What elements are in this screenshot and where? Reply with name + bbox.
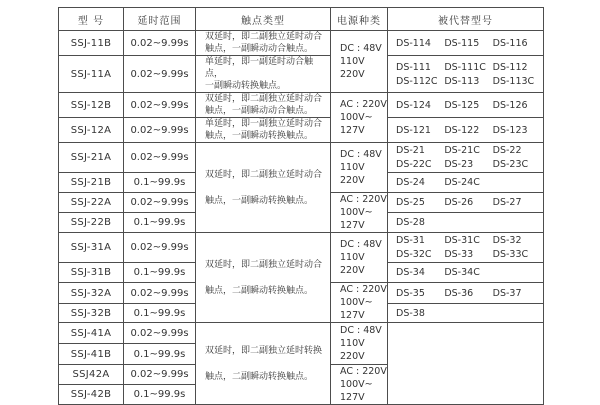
range-cell: 0.02~9.99s (124, 93, 196, 118)
header-contact: 触点类型 (196, 8, 331, 31)
contact-line: 双延时，即二副独立延时动合 (205, 94, 323, 104)
power-line: 110V (340, 162, 365, 173)
power-line: 110V (340, 338, 365, 349)
replaced-models (396, 235, 539, 260)
replaced-models (396, 62, 539, 87)
range-cell: 0.02~9.99s (124, 365, 196, 385)
model-cell: SSJ-11B (59, 31, 124, 56)
power-line: 100V~ (340, 379, 373, 390)
power-line: AC : 220V (340, 99, 387, 110)
range-cell: 0.1~99.9s (124, 173, 196, 193)
header-power: 电源种类 (331, 8, 388, 31)
replaced-model: DS-33 (444, 249, 474, 260)
replaced-model: DS-126 (492, 99, 528, 111)
range-cell: 0.1~99.9s (124, 263, 196, 283)
model-cell: SSJ-32A (59, 283, 124, 304)
replaced-model: DS-36 (444, 287, 474, 299)
contact-cell (196, 233, 331, 323)
replaced-model: DS-37 (492, 287, 522, 299)
replaced-cell (388, 173, 544, 193)
replaced-model: DS-31C (444, 235, 480, 246)
replaced-cell (388, 118, 544, 143)
power-cell (331, 31, 388, 93)
model-cell: SSJ-21B (59, 173, 124, 193)
contact-cell (196, 118, 331, 143)
model-cell: SSJ-21A (59, 143, 124, 173)
power-cell (331, 283, 388, 323)
replaced-model: DS-115 (444, 37, 480, 49)
replaced-models (396, 145, 539, 170)
replaced-cell (388, 193, 544, 213)
replaced-cell (388, 263, 544, 283)
replaced-model: DS-22C (396, 159, 432, 170)
replaced-model: DS-124 (396, 99, 431, 111)
replaced-model: DS-23 (444, 159, 474, 170)
replaced-model: DS-116 (492, 37, 528, 49)
power-line: AC : 220V (340, 284, 387, 295)
replaced-model: DS-24 (396, 177, 425, 188)
replaced-model: DS-111 (396, 61, 431, 73)
power-line: 127V (340, 125, 365, 136)
range-cell: 0.1~99.9s (124, 304, 196, 323)
replaced-model: DS-112 (492, 61, 528, 73)
header-model: 型 号 (59, 8, 124, 31)
replaced-models (396, 267, 539, 278)
replaced-model: DS-28 (396, 217, 425, 228)
contact-line: 双延时，即二副独立延时转换 (205, 345, 323, 356)
contact-line: 双延时，即二副独立延时动合 (205, 259, 323, 270)
replaced-models (396, 125, 539, 136)
replaced-model: DS-27 (492, 197, 522, 208)
power-line: 100V~ (340, 207, 373, 218)
relay-spec-table (58, 7, 544, 405)
replaced-model: DS-22 (492, 145, 522, 156)
model-cell: SSJ-12B (59, 93, 124, 118)
replaced-model: DS-113C (492, 75, 535, 87)
replaced-cell (388, 283, 544, 304)
power-line: DC : 48V (340, 43, 382, 54)
replaced-model: DS-25 (396, 197, 425, 208)
contact-line: 双延时，即二副独立延时动合 (205, 32, 323, 42)
replaced-model: DS-32 (492, 235, 522, 246)
power-cell (331, 93, 388, 143)
model-cell: SSJ-42B (59, 385, 124, 405)
model-cell: SSJ-22A (59, 193, 124, 213)
range-cell: 0.1~99.9s (124, 213, 196, 233)
power-line: 220V (340, 175, 365, 186)
header-range: 延时范围 (124, 8, 196, 31)
power-line: 100V~ (340, 112, 373, 123)
range-cell: 0.02~9.99s (124, 31, 196, 56)
contact-line: 触点，一副瞬动动合触点。 (205, 44, 314, 54)
power-cell (331, 323, 388, 365)
contact-cell (196, 323, 331, 405)
replaced-model: DS-114 (396, 37, 431, 49)
range-cell: 0.02~9.99s (124, 118, 196, 143)
table-row (59, 56, 544, 93)
model-cell: SSJ-31A (59, 233, 124, 263)
contact-line: 触点，二副瞬动转换触点。 (205, 371, 314, 382)
replaced-model: DS-123 (492, 124, 528, 136)
model-cell: SSJ-41A (59, 323, 124, 344)
contact-line: 单延时，即一副独立延时动合 (205, 119, 323, 129)
replaced-model: DS-24C (444, 177, 480, 188)
replaced-cell (388, 93, 544, 118)
contact-cell (196, 93, 331, 118)
power-line: AC : 220V (340, 366, 387, 377)
range-cell: 0.02~9.99s (124, 193, 196, 213)
contact-line: 触点，二副瞬动转换触点。 (205, 285, 314, 296)
replaced-model: DS-31 (396, 235, 425, 246)
power-line: 110V (340, 252, 365, 263)
power-cell (331, 233, 388, 283)
range-cell: 0.02~9.99s (124, 143, 196, 173)
replaced-model: DS-35 (396, 287, 425, 299)
power-line: 127V (340, 392, 365, 403)
header-row (59, 8, 544, 31)
model-cell: SSJ-11A (59, 56, 124, 93)
contact-line: 双延时，即二副独立延时动合 (205, 169, 323, 180)
replaced-models (396, 197, 539, 208)
model-cell: SSJ-41B (59, 344, 124, 365)
range-cell: 0.1~99.9s (124, 385, 196, 405)
contact-line: 触点，一副瞬动转换触点。 (205, 195, 314, 206)
contact-cell (196, 31, 331, 56)
model-cell: SSJ42A (59, 365, 124, 385)
replaced-cell (388, 56, 544, 93)
replaced-model: DS-32C (396, 249, 432, 260)
replaced-model: DS-26 (444, 197, 474, 208)
replaced-model: DS-21 (396, 145, 425, 156)
table-row (59, 233, 544, 263)
replaced-model: DS-113 (444, 75, 480, 87)
power-line: 220V (340, 265, 365, 276)
replaced-model: DS-23C (492, 159, 529, 170)
power-cell (331, 143, 388, 193)
replaced-cell (388, 31, 544, 56)
power-line: DC : 48V (340, 325, 382, 336)
contact-line: 单延时，即一副延时动合触点， (205, 57, 314, 79)
replaced-cell (388, 304, 544, 323)
model-cell: SSJ-12A (59, 118, 124, 143)
table-row (59, 323, 544, 344)
range-cell: 0.02~9.99s (124, 56, 196, 93)
replaced-model: DS-34C (444, 267, 480, 278)
contact-line: 触点，一副瞬动动合触点。 (205, 106, 314, 116)
range-cell: 0.02~9.99s (124, 283, 196, 304)
replaced-model: DS-38 (396, 307, 425, 319)
replaced-models (396, 308, 539, 319)
power-cell (331, 193, 388, 233)
replaced-cell-empty (388, 323, 544, 405)
contact-line: 一副瞬动转换触点。 (205, 81, 287, 91)
table-row (59, 143, 544, 173)
range-cell: 0.02~9.99s (124, 323, 196, 344)
replaced-models (396, 217, 539, 228)
model-cell: SSJ-31B (59, 263, 124, 283)
replaced-models (396, 177, 539, 188)
replaced-models (396, 100, 539, 111)
power-line: 110V (340, 56, 365, 67)
power-line: 127V (340, 220, 365, 231)
replaced-model: DS-122 (444, 124, 480, 136)
replaced-model: DS-112C (396, 75, 438, 87)
replaced-model: DS-33C (492, 249, 529, 260)
table-row (59, 118, 544, 143)
table-row (59, 31, 544, 56)
contact-cell (196, 56, 331, 93)
header-replaced: 被代替型号 (388, 8, 544, 31)
table-row (59, 93, 544, 118)
replaced-model: DS-125 (444, 99, 480, 111)
contact-cell (196, 143, 331, 233)
replaced-model: DS-34 (396, 267, 425, 278)
replaced-models (396, 288, 539, 299)
power-line: DC : 48V (340, 239, 382, 250)
replaced-cell (388, 233, 544, 263)
power-line: 220V (340, 69, 365, 80)
replaced-cell (388, 213, 544, 233)
replaced-model: DS-21C (444, 145, 480, 156)
range-cell: 0.02~9.99s (124, 233, 196, 263)
power-line: DC : 48V (340, 149, 382, 160)
power-cell (331, 365, 388, 405)
power-line: 100V~ (340, 297, 373, 308)
range-cell: 0.1~99.9s (124, 344, 196, 365)
replaced-model: DS-121 (396, 124, 431, 136)
replaced-model: DS-111C (444, 61, 486, 73)
replaced-cell (388, 143, 544, 173)
power-line: AC : 220V (340, 194, 387, 205)
model-cell: SSJ-22B (59, 213, 124, 233)
contact-line: 触点，一副瞬动转换触点。 (205, 131, 314, 141)
power-line: 127V (340, 310, 365, 321)
model-cell: SSJ-32B (59, 304, 124, 323)
replaced-models (396, 38, 539, 49)
power-line: 220V (340, 351, 365, 362)
